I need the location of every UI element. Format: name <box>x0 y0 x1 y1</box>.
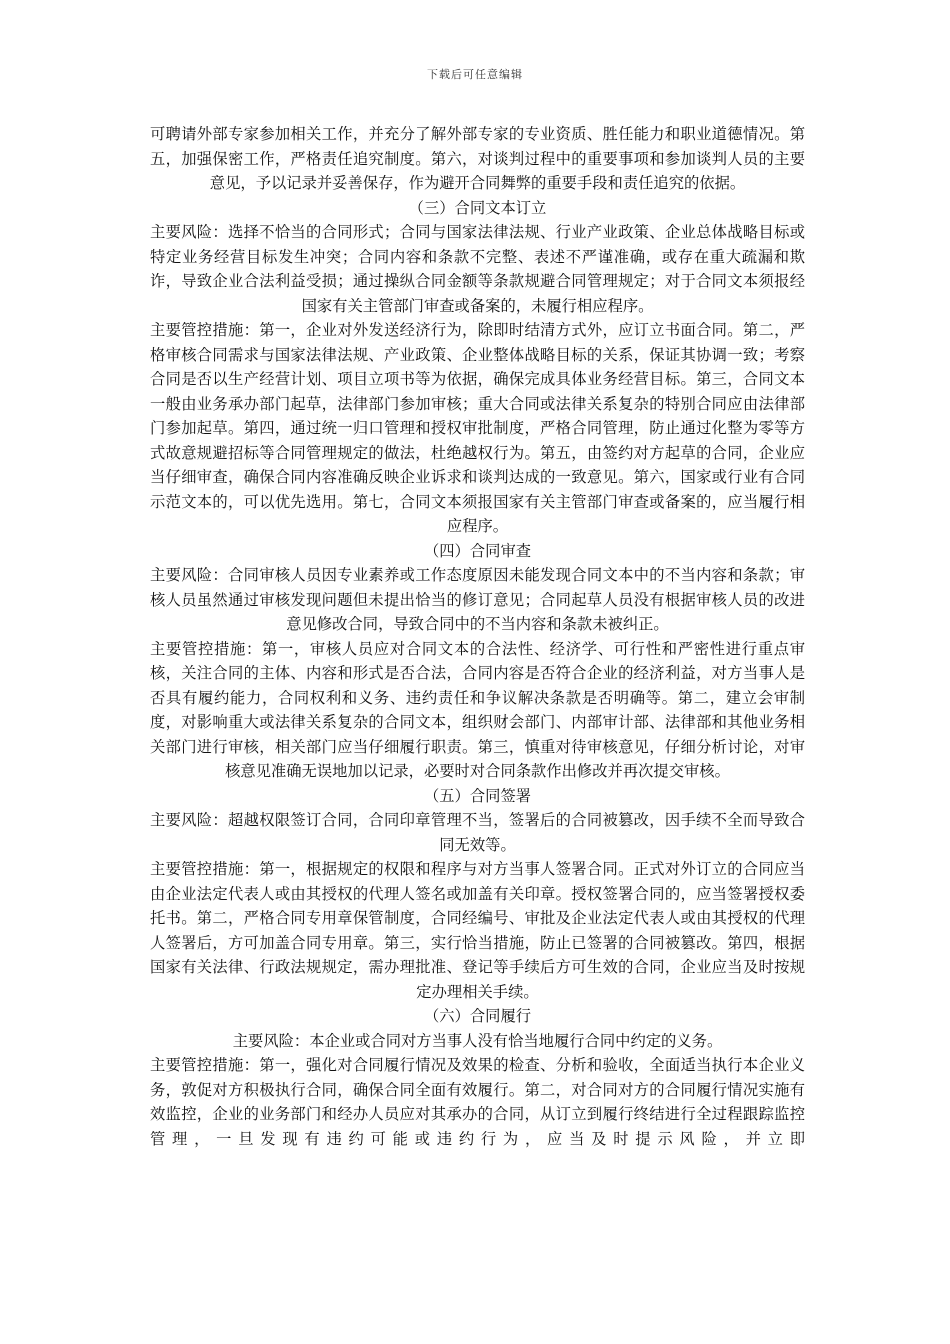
paragraph: 主要管控措施：第一，强化对合同履行情况及效果的检查、分析和验收，全面适当执行本企业义务，敦促对方积极执行合同，确保合同全面有效履行。第二，对合同对方的合同履行情况实施有效监控，企业的业务部门和经办人员应对其承办的合同，从订立到履行终结进行全过程跟踪监控管理，一旦发现有违约可能或违约行为，应当及时提示风险，并立即 <box>150 1056 805 1148</box>
document-body <box>150 122 805 1151</box>
section-heading: （五）合同签署 <box>423 786 532 805</box>
paragraph: 主要管控措施：第一，审核人员应对合同文本的合法性、经济学、可行性和严密性进行重点审核，关注合同的主体、内容和形式是否合法，合同内容是否符合企业的经济利益，对方当事人是否具有履约能力，合同权利和义务、违约责任和争议解决条款是否明确等。第二，建立会审制度，对影响重大或法律关系复杂的合同文本，组织财会部门、内部审计部、法律部和其他业务相关部门进行审核，相关部门应当仔细履行职责。第三，慎重对待审核意见，仔细分析讨论，对审核意见准确无误地加以记录，必要时对合同条款作出修改并再次提交审核。 <box>150 639 805 780</box>
section-heading: （三）合同文本订立 <box>408 198 547 217</box>
paragraph: 主要管控措施：第一，企业对外发送经济行为，除即时结清方式外，应订立书面合同。第二，严格审核合同需求与国家法律法规、产业政策、企业整体战略目标的关系，保证其协调一致；考察合同是否以生产经营计划、项目立项书等为依据，确保完成具体业务经营目标。第三，合同文本一般由业务承办部门起草，法律部门参加审核；重大合同或法律关系复杂的特别合同应由法律部门参加起草。第四，通过统一归口管理和授权审批制度，严格合同管理，防止通过化整为零等方式故意规避招标等合同管理规定的做法，杜绝越权行为。第五，由签约对方起草的合同，企业应当仔细审查，确保合同内容准确反映企业诉求和谈判达成的一致意见。第六，国家或行业有合同示范文本的，可以优先选用。第七，合同文本须报国家有关主管部门审查或备案的，应当履行相应程序。 <box>150 321 805 535</box>
section-heading: （四）合同审查 <box>423 541 532 560</box>
page-header: 下载后可任意编辑 <box>427 68 523 81</box>
paragraph: 主要风险：本企业或合同对方当事人没有恰当地履行合同中约定的义务。 <box>232 1031 723 1050</box>
paragraph: 主要风险：合同审核人员因专业素养或工作态度原因未能发现合同文本中的不当内容和条款；审核人员虽然通过审核发现问题但未提出恰当的修订意见；合同起草人员没有根据审核人员的改进意见修改合同，导致合同中的不当内容和条款未被纠正。 <box>150 566 805 633</box>
paragraph: 主要管控措施：第一，根据规定的权限和程序与对方当事人签署合同。正式对外订立的合同应当由企业法定代表人或由其授权的代理人签名或加盖有关印章。授权签署合同的，应当签署授权委托书。第二，严格合同专用章保管制度，合同经编号、审批及企业法定代表人或由其授权的代理人签署后，方可加盖合同专用章。第三，实行恰当措施，防止已签署的合同被篡改。第四，根据国家有关法律、行政法规规定，需办理批准、登记等手续后方可生效的合同，企业应当及时按规定办理相关手续。 <box>150 860 805 1001</box>
paragraph: 主要风险：选择不恰当的合同形式；合同与国家法律法规、行业产业政策、企业总体战略目标或特定业务经营目标发生冲突；合同内容和条款不完整、表述不严谨准确，或存在重大疏漏和欺诈，导致企业合法利益受损；通过操纵合同金额等条款规避合同管理规定；对于合同文本须报经国家有关主管部门审查或备案的，未履行相应程序。 <box>150 223 805 315</box>
paragraph: 主要风险：超越权限签订合同，合同印章管理不当，签署后的合同被篡改，因手续不全而导致合同无效等。 <box>150 811 805 854</box>
paragraph: 可聘请外部专家参加相关工作，并充分了解外部专家的专业资质、胜任能力和职业道德情况。第五，加强保密工作，严格责任追究制度。第六，对谈判过程中的重要事项和参加谈判人员的主要意见，予以记录并妥善保存，作为避开合同舞弊的重要手段和责任追究的依据。 <box>150 125 805 192</box>
section-heading: （六）合同履行 <box>423 1007 532 1025</box>
